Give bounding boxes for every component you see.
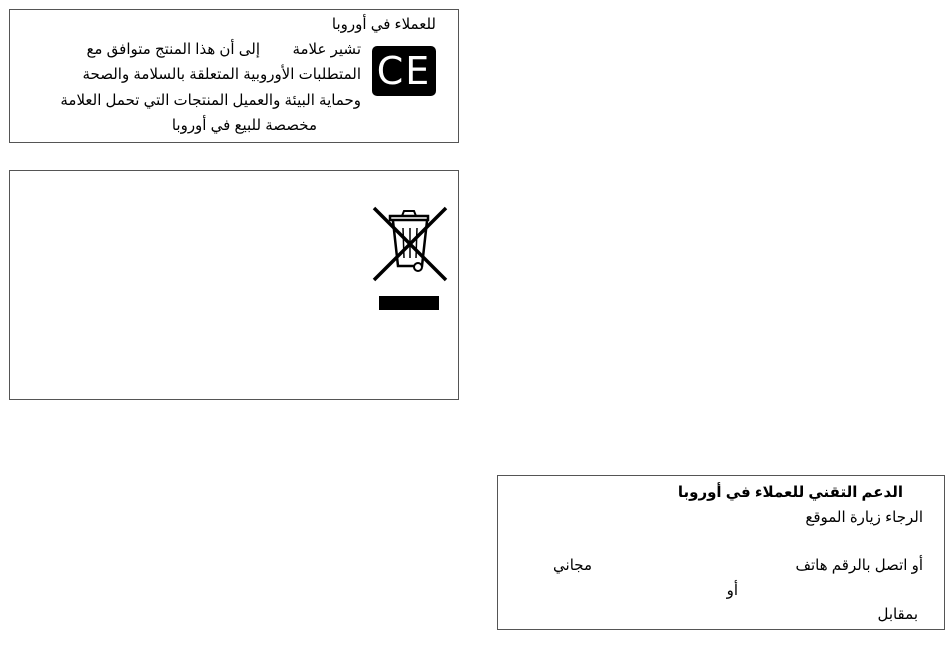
ce-line4: مخصصة للبيع في أوروبا xyxy=(171,117,317,134)
crossed-out-wheeled-bin-icon xyxy=(370,204,450,314)
support-call-text: أو اتصل بالرقم هاتف xyxy=(795,557,923,574)
ce-line1-part2: إلى أن هذا المنتج متوافق مع xyxy=(86,41,260,58)
support-or: أو xyxy=(726,582,738,599)
ce-line3: وحماية البيئة والعميل المنتجات التي تحمل العلامة xyxy=(60,92,361,109)
support-box xyxy=(497,475,945,630)
support-heading: الدعم التقني للعملاء في أوروبا xyxy=(677,484,903,501)
support-visit-site: الرجاء زيارة الموقع xyxy=(805,509,923,526)
ce-mark-text: CE xyxy=(376,49,432,93)
support-free: مجاني xyxy=(553,557,592,574)
weee-notice-box xyxy=(9,170,459,400)
ce-heading: للعملاء في أوروبا xyxy=(331,16,436,33)
ce-line2: المتطلبات الأوروبية المتعلقة بالسلامة والصحة xyxy=(82,66,361,83)
ce-line1-part1: تشير علامة xyxy=(292,41,361,58)
ce-mark-icon xyxy=(372,46,436,96)
ce-notice-box xyxy=(9,9,459,143)
support-paid: بمقابل xyxy=(877,606,918,623)
